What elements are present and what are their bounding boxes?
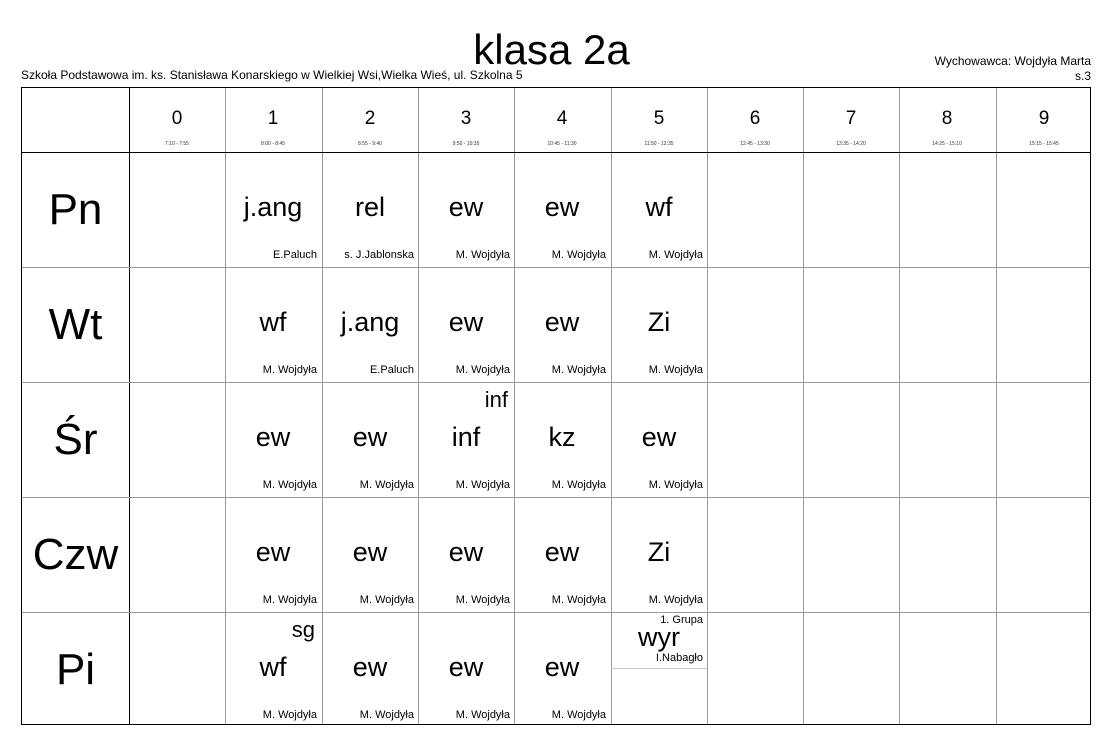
- lesson-teacher: M. Wojdyła: [359, 594, 414, 606]
- lesson-teacher: M. Wojdyła: [262, 479, 317, 491]
- period-header: [514, 88, 610, 152]
- lesson-cell: [418, 612, 514, 727]
- period-time: 14:25 - 15:10: [932, 141, 962, 147]
- period-header: [996, 88, 1092, 152]
- lesson-cell: [322, 497, 418, 612]
- column-divider: [803, 88, 804, 724]
- column-divider: [129, 88, 130, 724]
- period-header: [322, 88, 418, 152]
- lesson-cell: [418, 267, 514, 382]
- lesson-teacher: M. Wojdyła: [648, 364, 703, 376]
- lesson-subject: inf: [451, 422, 481, 452]
- lesson-cell: [225, 497, 321, 612]
- lesson-cell: [225, 267, 321, 382]
- lesson-teacher: M. Wojdyła: [551, 479, 606, 491]
- lesson-teacher: E.Paluch: [369, 364, 414, 376]
- lesson-cell: [611, 612, 707, 669]
- period-header: [611, 88, 707, 152]
- lesson-cell: [514, 497, 610, 612]
- lesson-subject: j.ang: [243, 192, 303, 222]
- lesson-cell: [418, 382, 514, 497]
- lesson-subject: ew: [448, 192, 484, 222]
- lesson-subject: ew: [544, 537, 580, 567]
- period-header: [225, 88, 321, 152]
- period-number: 5: [653, 108, 665, 129]
- period-time: 7:10 - 7:55: [165, 141, 189, 147]
- lesson-cell: [611, 497, 707, 612]
- lesson-subject: j.ang: [340, 307, 400, 337]
- page-title: klasa 2a: [473, 26, 630, 73]
- lesson-teacher: M. Wojdyła: [551, 249, 606, 261]
- lesson-subject: ew: [448, 537, 484, 567]
- lesson-subject: ew: [544, 307, 580, 337]
- lesson-subject: kz: [548, 422, 576, 452]
- lesson-cell: [514, 267, 610, 382]
- lesson-teacher: M. Wojdyła: [551, 709, 606, 721]
- day-label: Wt: [48, 300, 103, 349]
- period-number: 4: [556, 108, 568, 129]
- day-label: Pi: [55, 645, 96, 694]
- lesson-subject: rel: [354, 192, 385, 222]
- period-header: [707, 88, 803, 152]
- lesson-teacher: M. Wojdyła: [648, 479, 703, 491]
- period-header: [418, 88, 514, 152]
- period-time: 9:50 - 10:35: [452, 141, 480, 147]
- period-time: 12:45 - 13:30: [740, 141, 770, 147]
- lesson-subject: wf: [259, 652, 287, 682]
- lesson-subject: ew: [255, 537, 291, 567]
- lesson-teacher: M. Wojdyła: [455, 249, 510, 261]
- period-number: 6: [749, 108, 761, 129]
- column-divider: [899, 88, 900, 724]
- lesson-subject: ew: [255, 422, 291, 452]
- lesson-subject: wf: [259, 307, 287, 337]
- lesson-teacher: M. Wojdyła: [359, 479, 414, 491]
- lesson-teacher: M. Wojdyła: [262, 594, 317, 606]
- lesson-cell: [322, 152, 418, 267]
- lesson-cell: [611, 382, 707, 497]
- period-number: 8: [941, 108, 953, 129]
- lesson-subject: ew: [448, 652, 484, 682]
- lesson-cell: [322, 382, 418, 497]
- day-label: Pn: [48, 185, 103, 234]
- lesson-cell: [514, 382, 610, 497]
- lesson-cell: [611, 267, 707, 382]
- period-time: 8:55 - 9:40: [358, 141, 382, 147]
- lesson-cell: [514, 612, 610, 727]
- period-header: [129, 88, 225, 152]
- period-number: 9: [1038, 108, 1050, 129]
- lesson-teacher: M. Wojdyła: [648, 249, 703, 261]
- lesson-group: 1. Grupa: [660, 614, 703, 626]
- lesson-teacher: M. Wojdyła: [455, 479, 510, 491]
- column-divider: [707, 88, 708, 724]
- lesson-teacher: s. J.Jablonska: [344, 249, 414, 261]
- period-number: 0: [171, 108, 183, 129]
- lesson-teacher: M. Wojdyła: [455, 709, 510, 721]
- lesson-teacher: M. Wojdyła: [551, 364, 606, 376]
- lesson-cell: [322, 267, 418, 382]
- lesson-subject: wyr: [638, 622, 680, 652]
- lesson-cell: [322, 612, 418, 727]
- period-number: 3: [460, 108, 472, 129]
- column-divider: [996, 88, 997, 724]
- lesson-extra: sg: [291, 617, 315, 642]
- lesson-extra: inf: [484, 387, 508, 412]
- lesson-subject: ew: [352, 422, 388, 452]
- lesson-subject: ew: [448, 307, 484, 337]
- lesson-teacher: M. Wojdyła: [359, 709, 414, 721]
- lesson-cell: [611, 152, 707, 267]
- period-time: 13:35 - 14:20: [836, 141, 866, 147]
- lesson-teacher: M. Wojdyła: [262, 709, 317, 721]
- lesson-cell: [225, 612, 321, 727]
- lesson-cell: [418, 497, 514, 612]
- lesson-teacher: M. Wojdyła: [262, 364, 317, 376]
- day-label: Śr: [53, 415, 98, 464]
- lesson-teacher: M. Wojdyła: [648, 594, 703, 606]
- lesson-teacher: M. Wojdyła: [455, 364, 510, 376]
- period-time: 10:45 - 11:30: [547, 141, 577, 147]
- class-tutor: Wychowawca: Wojdyła Marta: [934, 54, 1091, 68]
- lesson-teacher: I.Nabagło: [655, 652, 703, 664]
- period-number: 7: [845, 108, 857, 129]
- day-label: Czw: [32, 530, 119, 579]
- lesson-cell: [514, 152, 610, 267]
- room-label: s.3: [1074, 69, 1091, 83]
- period-time: 8:00 - 8:45: [261, 141, 285, 147]
- lesson-subject: Zi: [647, 537, 671, 567]
- lesson-subject: ew: [641, 422, 677, 452]
- lesson-subject: Zi: [647, 307, 671, 337]
- period-number: 2: [364, 108, 376, 129]
- period-time: 15:15 - 15:45: [1029, 141, 1059, 147]
- lesson-subject: ew: [352, 652, 388, 682]
- lesson-cell: [225, 382, 321, 497]
- period-number: 1: [267, 108, 279, 129]
- lesson-subject: ew: [352, 537, 388, 567]
- school-name: Szkoła Podstawowa im. ks. Stanisława Konarskiego w Wielkiej Wsi,Wielka Wieś, ul. Szkolna 5: [21, 68, 523, 82]
- period-header: [803, 88, 899, 152]
- period-time: 11:50 - 12:35: [644, 141, 674, 147]
- period-header: [899, 88, 995, 152]
- timetable-grid: [21, 87, 1091, 725]
- lesson-teacher: M. Wojdyła: [455, 594, 510, 606]
- lesson-teacher: M. Wojdyła: [551, 594, 606, 606]
- lesson-subject: ew: [544, 652, 580, 682]
- lesson-cell: [418, 152, 514, 267]
- lesson-teacher: E.Paluch: [272, 249, 317, 261]
- lesson-cell: [225, 152, 321, 267]
- lesson-subject: wf: [645, 192, 673, 222]
- lesson-subject: ew: [544, 192, 580, 222]
